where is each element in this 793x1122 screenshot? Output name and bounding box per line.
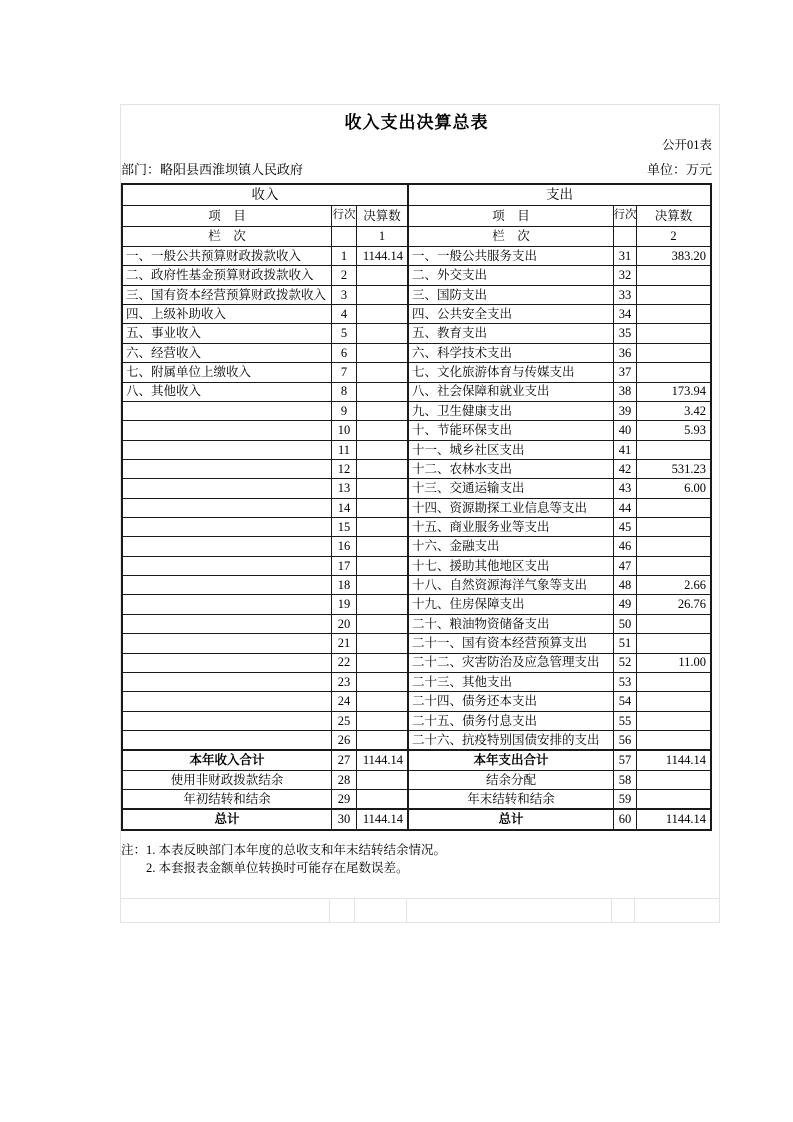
item-label [123, 634, 332, 652]
item-label: 一、一般公共预算财政拨款收入 [123, 247, 332, 265]
line-number: 16 [332, 537, 357, 555]
amount-value: 1144.14 [665, 753, 706, 768]
amount-value [357, 615, 407, 633]
expense-row [409, 344, 710, 363]
section-header-row [123, 185, 710, 206]
amount-value [637, 499, 710, 517]
expense-amount-header: 决算数 [654, 208, 693, 223]
expense-row [409, 363, 710, 382]
amount-value [637, 518, 710, 536]
expense-row [409, 479, 710, 498]
amount-value: 5.93 [684, 423, 706, 438]
item-label: 七、文化旅游体育与传媒支出 [409, 363, 614, 381]
income-item-header: 项 目 [123, 206, 332, 226]
item-label: 本年支出合计 [409, 751, 614, 769]
line-number: 12 [332, 460, 357, 478]
expense-row [409, 790, 710, 809]
expense-row [409, 421, 710, 440]
amount-value [357, 790, 407, 808]
table-body [123, 247, 710, 829]
expense-item-header: 项 目 [409, 206, 614, 226]
amount-value [357, 673, 407, 691]
item-label: 五、教育支出 [409, 324, 614, 342]
item-label [123, 731, 332, 749]
line-number: 46 [614, 537, 637, 555]
amount-value [637, 712, 710, 730]
item-label: 三、国防支出 [409, 286, 614, 304]
item-label: 八、其他收入 [123, 383, 332, 401]
line-number: 49 [614, 595, 637, 613]
income-row [123, 518, 407, 537]
expense-index-blank [614, 227, 637, 246]
item-label: 六、科学技术支出 [409, 344, 614, 362]
line-number: 50 [614, 615, 637, 633]
amount-value [357, 576, 407, 594]
line-number: 59 [614, 790, 637, 808]
line-number: 1 [332, 247, 357, 265]
line-number: 54 [614, 692, 637, 710]
expense-row [409, 731, 710, 750]
amount-value: 26.76 [677, 597, 706, 612]
item-label: 总计 [409, 810, 614, 828]
amount-value [357, 305, 407, 323]
amount-value [357, 499, 407, 517]
expense-index-label: 栏 次 [409, 227, 614, 246]
line-number: 37 [614, 363, 637, 381]
income-row [123, 344, 407, 363]
amount-value [637, 615, 710, 633]
income-row [123, 615, 407, 634]
amount-value [357, 537, 407, 555]
line-number: 23 [332, 673, 357, 691]
empty-cell [407, 899, 612, 922]
item-label: 三、国有资本经营预算财政拨款收入 [123, 286, 332, 304]
line-number: 27 [332, 751, 357, 769]
expense-line-header: 行次 [614, 206, 637, 226]
income-row [123, 247, 407, 266]
line-number: 7 [332, 363, 357, 381]
expense-row [409, 537, 710, 556]
amount-value: 531.23 [671, 461, 706, 476]
amount-value [637, 790, 710, 808]
amount-value [357, 324, 407, 342]
expense-row [409, 634, 710, 653]
expense-row [409, 383, 710, 402]
item-label: 七、附属单位上缴收入 [123, 363, 332, 381]
item-label: 总计 [123, 810, 332, 828]
item-label [123, 692, 332, 710]
expense-row [409, 615, 710, 634]
item-label [123, 460, 332, 478]
item-label: 二十三、其他支出 [409, 673, 614, 691]
line-number: 5 [332, 324, 357, 342]
line-number: 24 [332, 692, 357, 710]
income-row [123, 634, 407, 653]
expense-row [409, 247, 710, 266]
income-rows [123, 247, 409, 829]
expense-column-number: 2 [670, 229, 677, 244]
amount-value: 1144.14 [362, 812, 403, 827]
income-column-number: 1 [357, 227, 409, 246]
empty-cell [330, 899, 355, 922]
income-row [123, 383, 407, 402]
line-number: 32 [614, 266, 637, 284]
amount-value [357, 383, 407, 401]
income-row [123, 673, 407, 692]
income-row [123, 402, 407, 421]
item-label: 十九、住房保障支出 [409, 595, 614, 613]
item-label: 使用非财政拨款结余 [123, 771, 332, 789]
amount-value [357, 441, 407, 459]
expense-row [409, 499, 710, 518]
income-row [123, 441, 407, 460]
item-label [123, 576, 332, 594]
line-number: 40 [614, 421, 637, 439]
amount-value: 1144.14 [362, 248, 403, 263]
expense-row [409, 518, 710, 537]
amount-value [357, 479, 407, 497]
empty-cell [355, 899, 407, 922]
income-row [123, 750, 407, 770]
line-number: 60 [614, 810, 637, 828]
line-number: 39 [614, 402, 637, 420]
item-label: 八、社会保障和就业支出 [409, 383, 614, 401]
budget-summary-table [121, 183, 712, 831]
income-row [123, 595, 407, 614]
amount-value [357, 771, 407, 789]
income-row [123, 460, 407, 479]
line-number: 56 [614, 731, 637, 749]
item-label: 二、外交支出 [409, 266, 614, 284]
amount-value [637, 673, 710, 691]
empty-grid-row [120, 898, 720, 923]
expense-row [409, 654, 710, 673]
item-label: 十七、援助其他地区支出 [409, 557, 614, 575]
item-label [123, 673, 332, 691]
income-row [123, 305, 407, 324]
income-row [123, 809, 407, 828]
amount-value [637, 731, 710, 749]
amount-value [637, 363, 710, 381]
item-label: 年初结转和结余 [123, 790, 332, 808]
expense-row [409, 441, 710, 460]
amount-value: 11.00 [678, 655, 706, 670]
expense-row [409, 595, 710, 614]
income-index-label: 栏 次 [123, 227, 332, 246]
income-row [123, 731, 407, 750]
amount-value [637, 692, 710, 710]
line-number: 26 [332, 731, 357, 749]
meta-row [121, 159, 712, 178]
line-number: 57 [614, 751, 637, 769]
item-label [123, 557, 332, 575]
line-number: 45 [614, 518, 637, 536]
amount-value [357, 344, 407, 362]
expense-row [409, 750, 710, 770]
line-number: 25 [332, 712, 357, 730]
item-label: 本年收入合计 [123, 751, 332, 769]
line-number: 33 [614, 286, 637, 304]
item-label [123, 712, 332, 730]
empty-cell [635, 899, 719, 922]
item-label [123, 479, 332, 497]
amount-value [637, 537, 710, 555]
amount-value [357, 595, 407, 613]
item-label: 六、经营收入 [123, 344, 332, 362]
item-label: 一、一般公共服务支出 [409, 247, 614, 265]
item-label [123, 537, 332, 555]
amount-value [357, 460, 407, 478]
amount-value [357, 363, 407, 381]
line-number: 10 [332, 421, 357, 439]
item-label: 十五、商业服务业等支出 [409, 518, 614, 536]
department-label: 部门：略阳县西淮坝镇人民政府 [121, 162, 304, 177]
line-number: 20 [332, 615, 357, 633]
line-number: 51 [614, 634, 637, 652]
income-row [123, 692, 407, 711]
line-number: 36 [614, 344, 637, 362]
amount-value [637, 557, 710, 575]
income-row [123, 266, 407, 285]
line-number: 6 [332, 344, 357, 362]
item-label: 十四、资源勘探工业信息等支出 [409, 499, 614, 517]
item-label [123, 499, 332, 517]
expense-row [409, 286, 710, 305]
footnote-line-1: 注：1. 本表反映部门本年度的总收支和年末结转结余情况。 [121, 843, 447, 857]
item-label: 二十、粮油物资储备支出 [409, 615, 614, 633]
amount-value [637, 771, 710, 789]
amount-value [637, 634, 710, 652]
line-number: 9 [332, 402, 357, 420]
item-label: 九、卫生健康支出 [409, 402, 614, 420]
expense-section-header: 支出 [546, 187, 573, 203]
line-number: 43 [614, 479, 637, 497]
line-number: 18 [332, 576, 357, 594]
line-number: 29 [332, 790, 357, 808]
amount-value [637, 286, 710, 304]
income-index-blank [332, 227, 357, 246]
amount-value [357, 557, 407, 575]
item-label [123, 402, 332, 420]
amount-value [357, 518, 407, 536]
line-number: 15 [332, 518, 357, 536]
footnote-line-2: 2. 本套报表金额单位转换时可能存在尾数误差。 [146, 861, 409, 875]
form-number: 公开01表 [661, 138, 712, 152]
line-number: 3 [332, 286, 357, 304]
item-label: 十八、自然资源海洋气象等支出 [409, 576, 614, 594]
amount-value: 1144.14 [362, 753, 403, 768]
item-label: 四、公共安全支出 [409, 305, 614, 323]
amount-value [357, 421, 407, 439]
item-label: 二十二、灾害防治及应急管理支出 [409, 654, 614, 672]
column-header-row [123, 206, 710, 227]
amount-value [357, 402, 407, 420]
item-label: 十、节能环保支出 [409, 421, 614, 439]
income-amount-header: 决算数 [357, 206, 409, 226]
income-section-header: 收入 [123, 185, 409, 205]
amount-value [357, 286, 407, 304]
amount-value [357, 266, 407, 284]
amount-value [357, 731, 407, 749]
item-label [123, 441, 332, 459]
line-number: 55 [614, 712, 637, 730]
amount-value [357, 654, 407, 672]
income-row [123, 286, 407, 305]
item-label: 结余分配 [409, 771, 614, 789]
line-number: 8 [332, 383, 357, 401]
expense-row [409, 809, 710, 828]
amount-value [357, 712, 407, 730]
line-number: 4 [332, 305, 357, 323]
line-number: 52 [614, 654, 637, 672]
amount-value: 1144.14 [665, 812, 706, 827]
income-line-header: 行次 [332, 206, 357, 226]
income-row [123, 557, 407, 576]
page-title: 收入支出决算总表 [344, 113, 489, 132]
item-label [123, 615, 332, 633]
amount-value [637, 344, 710, 362]
amount-value [637, 324, 710, 342]
amount-value [637, 266, 710, 284]
income-row [123, 363, 407, 382]
empty-cell [612, 899, 635, 922]
line-number: 47 [614, 557, 637, 575]
expense-row [409, 305, 710, 324]
income-row [123, 654, 407, 673]
line-number: 28 [332, 771, 357, 789]
line-number: 13 [332, 479, 357, 497]
line-number: 21 [332, 634, 357, 652]
amount-value: 173.94 [671, 384, 706, 399]
line-number: 38 [614, 383, 637, 401]
item-label: 十三、交通运输支出 [409, 479, 614, 497]
income-row [123, 576, 407, 595]
income-row [123, 712, 407, 731]
expense-row [409, 557, 710, 576]
item-label: 年末结转和结余 [409, 790, 614, 808]
amount-value: 6.00 [684, 481, 706, 496]
item-label [123, 595, 332, 613]
item-label: 十一、城乡社区支出 [409, 441, 614, 459]
item-label: 二十四、债务还本支出 [409, 692, 614, 710]
line-number: 35 [614, 324, 637, 342]
line-number: 14 [332, 499, 357, 517]
expense-row [409, 673, 710, 692]
income-row [123, 499, 407, 518]
expense-row [409, 324, 710, 343]
line-number: 2 [332, 266, 357, 284]
expense-row [409, 576, 710, 595]
line-number: 19 [332, 595, 357, 613]
item-label: 二十一、国有资本经营预算支出 [409, 634, 614, 652]
line-number: 30 [332, 810, 357, 828]
item-label: 五、事业收入 [123, 324, 332, 342]
line-number: 58 [614, 771, 637, 789]
income-row [123, 421, 407, 440]
item-label: 二十六、抗疫特别国债安排的支出 [409, 731, 614, 749]
item-label [123, 654, 332, 672]
income-row [123, 790, 407, 809]
amount-value: 3.42 [684, 403, 706, 418]
line-number: 34 [614, 305, 637, 323]
income-row [123, 479, 407, 498]
expense-row [409, 712, 710, 731]
expense-rows [409, 247, 710, 829]
line-number: 42 [614, 460, 637, 478]
expense-row [409, 692, 710, 711]
line-number: 17 [332, 557, 357, 575]
amount-value: 383.20 [671, 248, 706, 263]
amount-value [637, 305, 710, 323]
expense-row [409, 402, 710, 421]
item-label: 四、上级补助收入 [123, 305, 332, 323]
line-number: 41 [614, 441, 637, 459]
income-row [123, 537, 407, 556]
empty-cell [121, 899, 330, 922]
item-label: 十六、金融支出 [409, 537, 614, 555]
income-row [123, 771, 407, 790]
expense-row [409, 771, 710, 790]
item-label [123, 518, 332, 536]
amount-value [637, 441, 710, 459]
item-label: 二、政府性基金预算财政拨款收入 [123, 266, 332, 284]
line-number: 22 [332, 654, 357, 672]
expense-row [409, 266, 710, 285]
item-label [123, 421, 332, 439]
income-row [123, 324, 407, 343]
column-index-row [123, 227, 710, 247]
line-number: 31 [614, 247, 637, 265]
item-label: 十二、农林水支出 [409, 460, 614, 478]
footnotes [121, 841, 446, 877]
amount-value: 2.66 [684, 578, 706, 593]
amount-value [357, 692, 407, 710]
amount-value [357, 634, 407, 652]
unit-label: 单位：万元 [646, 162, 712, 177]
item-label: 二十五、债务付息支出 [409, 712, 614, 730]
line-number: 48 [614, 576, 637, 594]
line-number: 53 [614, 673, 637, 691]
expense-row [409, 460, 710, 479]
line-number: 44 [614, 499, 637, 517]
line-number: 11 [332, 441, 357, 459]
